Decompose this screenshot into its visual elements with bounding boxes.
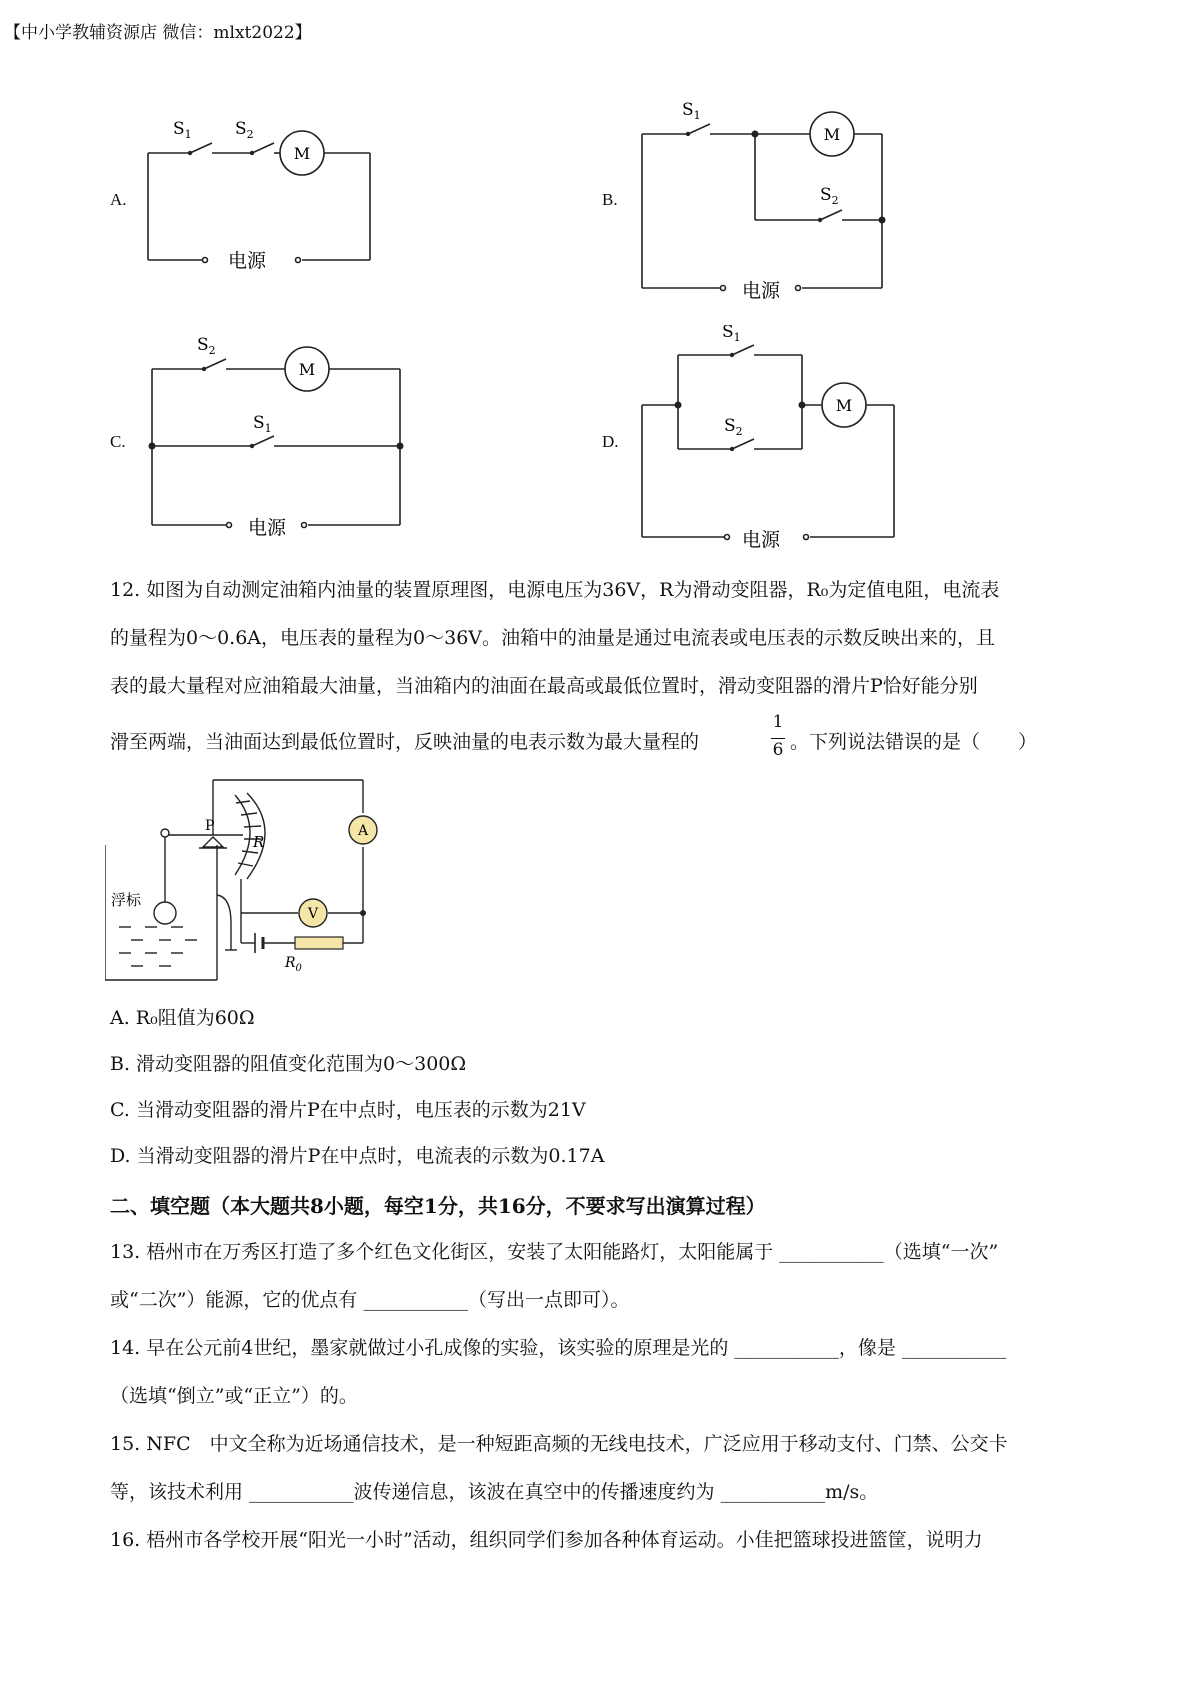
- s1-label: $S_1$: [253, 413, 272, 435]
- power-label: 电源: [742, 529, 781, 551]
- r0-label: $R_0$: [285, 955, 302, 974]
- option-c-label: C.: [110, 432, 126, 451]
- q16-line1: 16. 梧州市各学校开展“阳光一小时”活动，组织同学们参加各种体育运动。小佳把篮球投进篮筐，说明力: [110, 1529, 983, 1551]
- voltmeter-label: V: [307, 906, 319, 922]
- fraction-denominator: 6: [772, 740, 784, 760]
- oil-gauge-figure: [105, 775, 395, 990]
- circuit-c: [140, 335, 420, 540]
- option-d-label: D.: [602, 432, 619, 451]
- q14-line1: 14. 早在公元前4世纪，墨家就做过小孔成像的实验，该实验的原理是光的 ___________，像是 ___________: [110, 1337, 1007, 1359]
- slider-p-label: P: [205, 818, 215, 834]
- circuit-a: [130, 110, 390, 280]
- motor-label: M: [835, 396, 853, 415]
- ammeter-label: A: [357, 823, 369, 839]
- q12-line3: 表的最大量程对应油箱最大油量，当油箱内的油面在最高或最低位置时，滑动变阻器的滑片P恰好能分别: [110, 675, 978, 697]
- power-label: 电源: [742, 280, 781, 300]
- s2-label: $S_2$: [235, 119, 254, 141]
- q12-option-b: B. 滑动变阻器的阻值变化范围为0～300Ω: [110, 1053, 467, 1075]
- page-header: 【中小学教辅资源店 微信：mlxt2022】: [4, 23, 312, 43]
- q12-option-c: C. 当滑动变阻器的滑片P在中点时，电压表的示数为21V: [110, 1099, 586, 1121]
- s2-label: $S_2$: [820, 185, 839, 207]
- power-label: 电源: [228, 250, 267, 272]
- float-label: 浮标: [111, 891, 142, 909]
- q15-line2: 等，该技术利用 ___________波传递信息，该波在真空中的传播速度约为 ___________m/s。: [110, 1481, 879, 1503]
- q12-line2: 的量程为0～0.6A，电压表的量程为0～36V。油箱中的油量是通过电流表或电压表的示数反映出来的，且: [110, 627, 996, 649]
- q13-line1: 13. 梧州市在万秀区打造了多个红色文化街区，安装了太阳能路灯，太阳能属于 ___________（选填“一次”: [110, 1241, 999, 1263]
- motor-label: M: [823, 125, 841, 144]
- fraction-bar: [771, 738, 785, 739]
- circuit-d: [632, 325, 912, 555]
- q12-line4b: 。下列说法错误的是（ ）: [790, 731, 1038, 753]
- s1-label: $S_1$: [173, 119, 192, 141]
- s2-label: $S_2$: [197, 335, 216, 357]
- option-a-label: A.: [110, 190, 127, 209]
- s2-label: $S_2$: [724, 416, 743, 438]
- circuit-b: [630, 100, 910, 300]
- power-label: 电源: [248, 517, 287, 539]
- fraction-numerator: 1: [772, 712, 784, 732]
- motor-label: M: [298, 360, 316, 379]
- q12-option-d: D. 当滑动变阻器的滑片P在中点时，电流表的示数为0.17A: [110, 1145, 605, 1167]
- q12-line1: 12. 如图为自动测定油箱内油量的装置原理图，电源电压为36V，R为滑动变阻器，R₀为定值电阻，电流表: [110, 579, 1000, 601]
- q12-option-a: A. R₀阻值为60Ω: [110, 1007, 255, 1029]
- section-title-fill-in: 二、填空题（本大题共8小题，每空1分，共16分，不要求写出演算过程）: [110, 1194, 766, 1218]
- q15-line1: 15. NFC 中文全称为近场通信技术，是一种短距高频的无线电技术，广泛应用于移动支付、门禁、公交卡: [110, 1433, 1008, 1455]
- s1-label: $S_1$: [682, 100, 701, 122]
- s1-label: $S_1$: [722, 325, 741, 344]
- q13-line2: 或“二次”）能源，它的优点有 ___________（写出一点即可）。: [110, 1289, 630, 1311]
- resistor-r-label: R: [253, 833, 265, 851]
- q12-line4a: 滑至两端，当油面达到最低位置时，反映油量的电表示数为最大量程的: [110, 731, 700, 753]
- motor-label: M: [293, 144, 311, 163]
- option-b-label: B.: [602, 190, 618, 209]
- q14-line2: （选填“倒立”或“正立”）的。: [110, 1385, 358, 1407]
